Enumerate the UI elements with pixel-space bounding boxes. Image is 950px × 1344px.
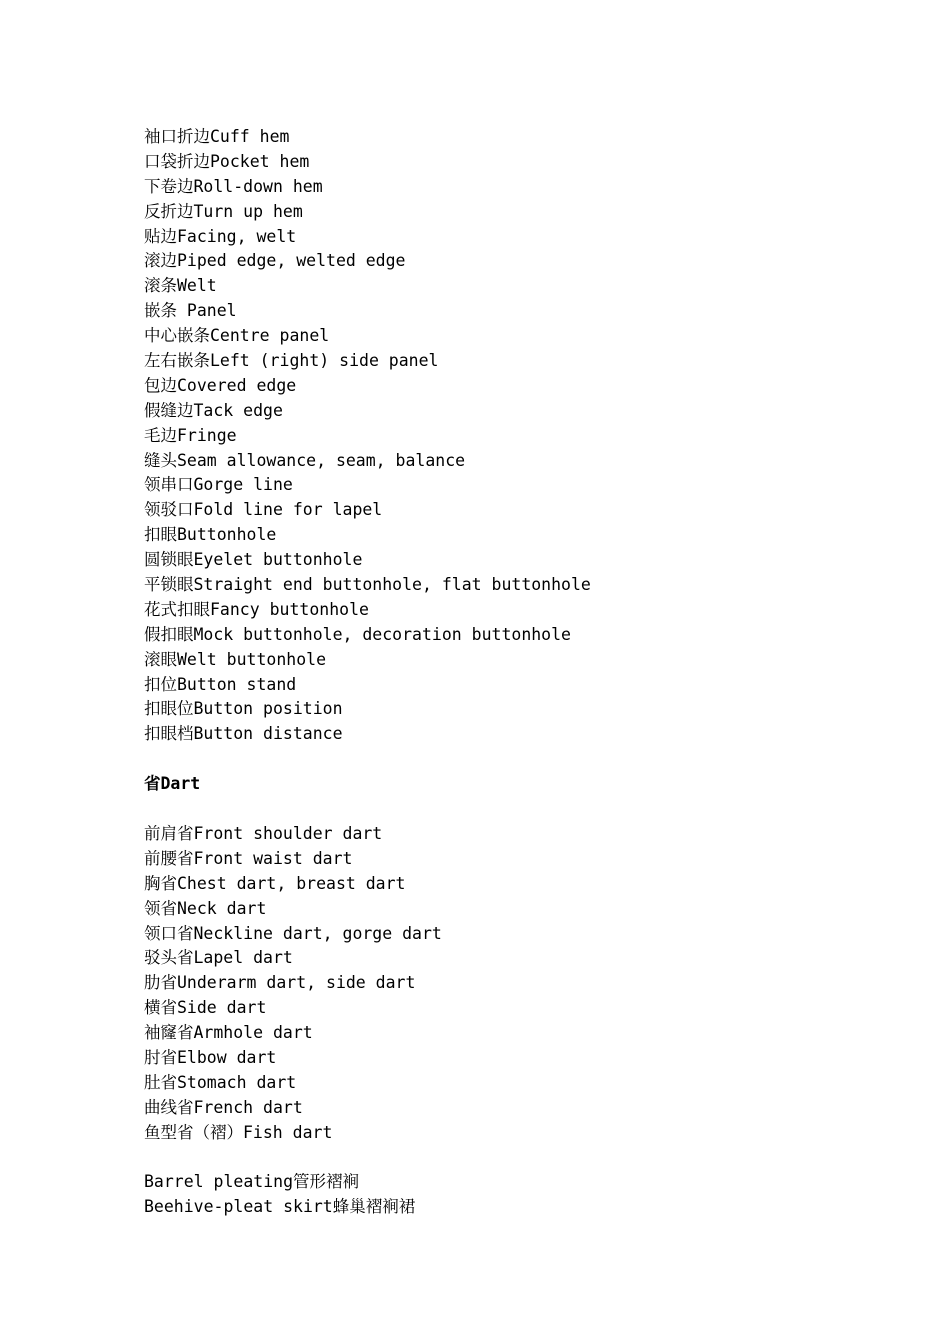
term-line: 嵌条 Panel: [144, 301, 237, 321]
term-line: 领驳口Fold line for lapel: [144, 500, 383, 520]
document-page: [144, 125, 864, 1220]
term-line: Barrel pleating管形褶裥: [144, 1172, 360, 1192]
spacer: [144, 1146, 864, 1171]
term-line: 驳头省Lapel dart: [144, 948, 293, 968]
term-line: 肋省Underarm dart, side dart: [144, 973, 416, 993]
term-line: 毛边Fringe: [144, 425, 237, 445]
term-line: 扣眼位Button position: [144, 699, 343, 719]
term-line: 反折边Turn up hem: [144, 201, 303, 221]
term-line: 滚条Welt: [144, 276, 217, 296]
term-line: 扣眼档Button distance: [144, 724, 343, 744]
term-line: 花式扣眼Fancy buttonhole: [144, 599, 369, 619]
section-heading-dart: 省Dart: [144, 774, 201, 794]
term-line: 缝头Seam allowance, seam, balance: [144, 450, 466, 470]
term-line: 中心嵌条Centre panel: [144, 326, 330, 346]
term-line: 滚眼Welt buttonhole: [144, 649, 327, 669]
term-line: 扣眼Buttonhole: [144, 525, 277, 545]
term-line: 贴边Facing, welt: [144, 226, 297, 246]
term-line: 袖口折边Cuff hem: [144, 127, 290, 146]
term-line: 曲线省French dart: [144, 1097, 303, 1117]
term-line: 左右嵌条Left (right) side panel: [144, 351, 439, 371]
term-line: 包边Covered edge: [144, 375, 297, 395]
term-line: 假缝边Tack edge: [144, 400, 283, 420]
term-line: 肚省Stomach dart: [144, 1072, 297, 1092]
term-line: 横省Side dart: [144, 998, 267, 1018]
term-line: 前肩省Front shoulder dart: [144, 823, 383, 843]
term-line: Beehive-pleat skirt蜂巢褶裥裙: [144, 1197, 416, 1217]
term-line: 胸省Chest dart, breast dart: [144, 873, 406, 893]
term-line: 假扣眼Mock buttonhole, decoration buttonhole: [144, 624, 571, 644]
term-line: 肘省Elbow dart: [144, 1047, 277, 1067]
term-line: 圆锁眼Eyelet buttonhole: [144, 550, 363, 570]
spacer: [144, 797, 864, 822]
term-line: 鱼型省（褶）Fish dart: [144, 1122, 333, 1142]
term-line: 领省Neck dart: [144, 898, 267, 918]
section-darts: [144, 822, 864, 1146]
section-hems-buttonholes: [144, 125, 864, 747]
term-line: 领口省Neckline dart, gorge dart: [144, 923, 442, 943]
term-line: 前腰省Front waist dart: [144, 848, 353, 868]
term-line: 扣位Button stand: [144, 674, 297, 694]
spacer: [144, 747, 864, 772]
term-line: 袖窿省Armhole dart: [144, 1023, 313, 1043]
term-line: 滚边Piped edge, welted edge: [144, 251, 406, 271]
term-line: 领串口Gorge line: [144, 475, 293, 495]
term-line: 下卷边Roll-down hem: [144, 176, 323, 196]
term-line: 口袋折边Pocket hem: [144, 151, 310, 171]
term-line: 平锁眼Straight end buttonhole, flat buttonhole: [144, 575, 591, 595]
section-pleats: [144, 1170, 864, 1220]
